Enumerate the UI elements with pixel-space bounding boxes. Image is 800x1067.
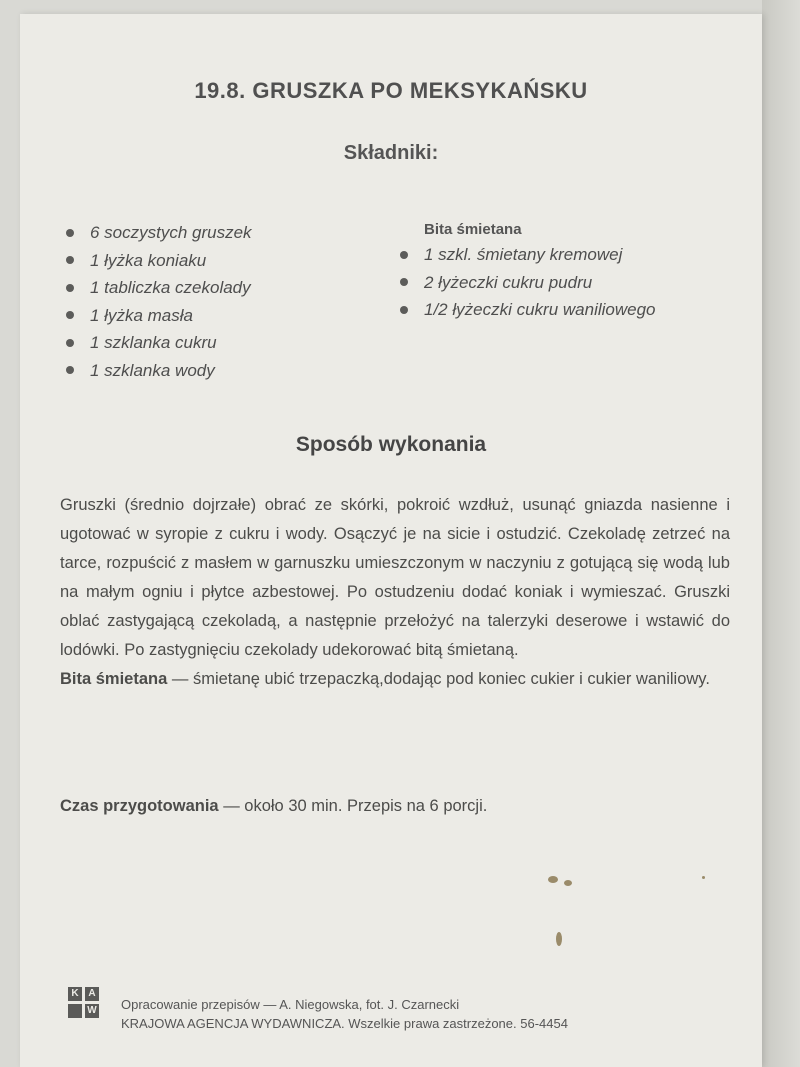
recipe-card (20, 14, 762, 1067)
list-item: 1 tabliczka czekolady (66, 274, 252, 302)
ingredients-heading: Składniki: (343, 142, 439, 164)
publisher-logo: K A W (68, 987, 99, 1018)
bullet-icon (66, 311, 74, 319)
ingredients-list-right (400, 219, 656, 324)
bullet-icon (66, 229, 74, 237)
method-heading: Sposób wykonania (295, 433, 487, 456)
method-body (60, 491, 730, 694)
background-edge (762, 0, 800, 1067)
bullet-icon (66, 284, 74, 292)
method-paragraph: Gruszki (średnio dojrzałe) obrać ze skórki, pokroić wzdłuż, usunąć gniazda nasienne i ugotować w syropie z cukru i wody. Osączyć je na sicie i ostudzić. Czekoladę zetrzeć na tarce, rozpuścić z masłem w garnuszku umieszczonym w naczyniu z gotującą się wodą lub na małym ogniu i płytce azbestowej. Po ostudzeniu dodać koniak i wymieszać. Gruszki oblać zastygającą czekoladą, a następnie przełożyć na talerzyki deserowe i wstawić do lodówki. Po zastygnięciu czekolady udekorować bitą śmietaną. (60, 496, 730, 659)
stain-mark (564, 880, 572, 886)
stain-mark (548, 876, 558, 883)
list-item: 2 łyżeczki cukru pudru (400, 269, 656, 297)
footer (68, 987, 748, 1033)
recipe-title: 19.8. GRUSZKA PO MEKSYKAŃSKU (194, 78, 588, 103)
bullet-icon (400, 278, 408, 286)
list-item: 1 łyżka masła (66, 302, 252, 330)
whipped-cream-label: Bita śmietana (60, 670, 168, 688)
bullet-icon (400, 251, 408, 259)
whipped-cream-text: — śmietanę ubić trzepaczką,dodając pod koniec cukier i cukier waniliowy. (167, 670, 710, 688)
bullet-icon (66, 256, 74, 264)
list-item: 1/2 łyżeczki cukru waniliowego (400, 296, 656, 324)
list-item: 1 łyżka koniaku (66, 247, 252, 275)
prep-time (60, 797, 487, 816)
footer-text (121, 987, 568, 1033)
list-item: 1 szklanka wody (66, 357, 252, 385)
stain-mark (702, 876, 705, 879)
footer-publisher: KRAJOWA AGENCJA WYDAWNICZA. Wszelkie prawa zastrzeżone. 56-4454 (121, 1016, 568, 1031)
bullet-icon (66, 366, 74, 374)
prep-time-label: Czas przygotowania (60, 797, 219, 815)
stain-mark (556, 932, 562, 946)
bullet-icon (400, 306, 408, 314)
prep-time-text: — około 30 min. Przepis na 6 porcji. (218, 797, 488, 815)
ingredients-list-left (66, 219, 252, 384)
list-item: 1 szklanka cukru (66, 329, 252, 357)
list-item: 6 soczystych gruszek (66, 219, 252, 247)
whipped-cream-paragraph (60, 665, 730, 694)
list-item: 1 szkl. śmietany kremowej (400, 241, 656, 269)
bullet-icon (66, 339, 74, 347)
whipped-cream-heading: Bita śmietana (424, 221, 522, 238)
footer-credits: Opracowanie przepisów — A. Niegowska, fot. J. Czarnecki (121, 997, 460, 1012)
